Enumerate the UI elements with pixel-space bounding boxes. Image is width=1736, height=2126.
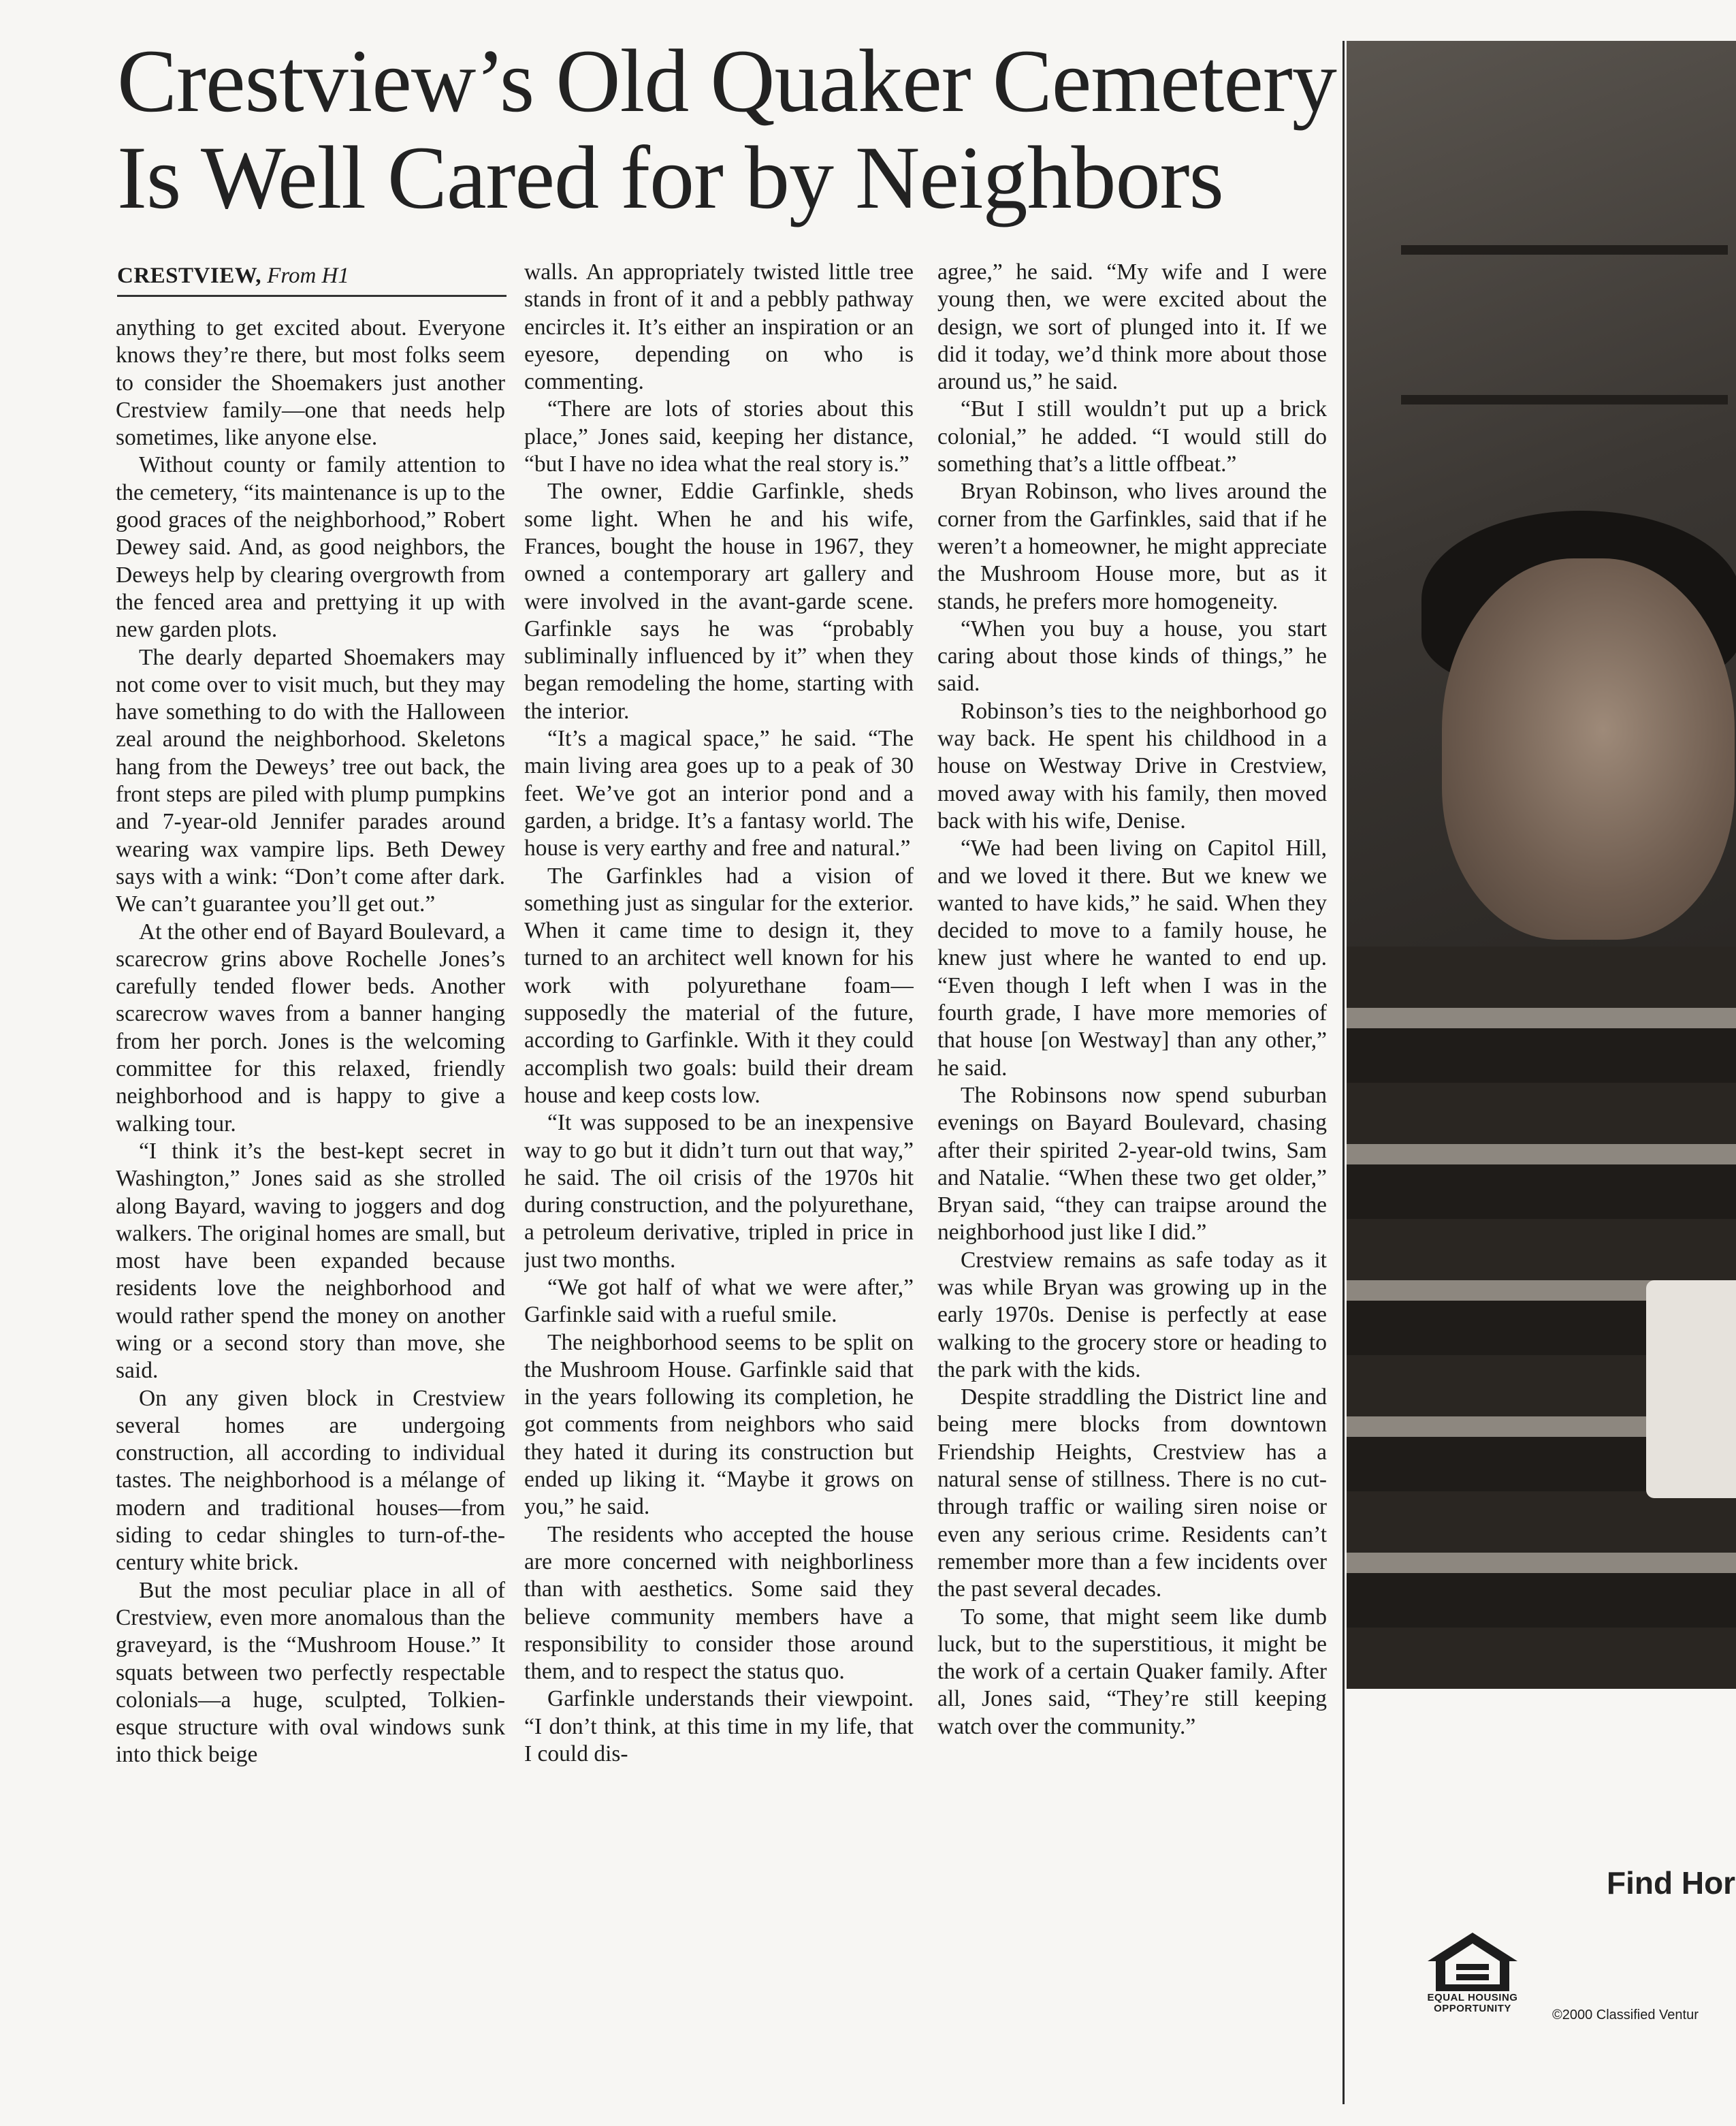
paragraph: The Robinsons now spend suburban evenings on Bayard Boulevard, chasing after their spirited 2-year-old twins, Sam and Natalie. “When these two get older,” Bryan said, “they can traipse around the neighborhood just like I did.” [937, 1082, 1327, 1246]
man-face [1442, 558, 1735, 940]
paragraph: The Garfinkles had a vision of something just as singular for the exterior. When it came time to design it, they turned to an architect well known for his work with polyurethane foam—supposedly the material of the future, according to Garfinkle. With it they could accomplish two goals: build their dream house and keep costs low. [524, 863, 914, 1108]
paragraph: The owner, Eddie Garfinkle, sheds some light. When he and his wife, Frances, bought the house in 1967, they owned a contemporary art gallery and were involved in the avant-garde scene. Garfinkle says he was “probably subliminally influenced by it” when they began remodeling the home, starting with the interior. [524, 479, 914, 724]
paragraph: “There are lots of stories about this place,” Jones said, keeping her distance, “but I have no idea what the real story is.” [524, 396, 914, 477]
paragraph: Without county or family attention to the cemetery, “its maintenance is up to the good graces of the neighborhood,” Robert Dewey said. And, as good neighbors, the Deweys help by clearing overgrowth from the fenced area and prettying it up with new garden plots. [116, 452, 505, 643]
paragraph: “I think it’s the best-kept secret in Washington,” Jones said as she strolled along Bayard, waving to joggers and dog walkers. The original homes are small, but most have been expanded because residents love the neighborhood and would rather spend the money on another wing or a second story than move, she said. [116, 1138, 505, 1384]
ad-tagline: Find Hor [1607, 1865, 1736, 1901]
paragraph: Robinson’s ties to the neighborhood go way back. He spent his childhood in a house on Westway Drive in Crestview, moved away with his family, then moved back with his wife, Denise. [937, 698, 1327, 834]
copyright-notice: ©2000 Classified Ventur [1552, 2008, 1699, 2022]
mug [1646, 1280, 1736, 1498]
paragraph: walls. An appropriately twisted little tree stands in front of it and a pebbly pathway encircles it. It’s either an inspiration or an eyesore, depending on who is commenting. [524, 259, 914, 395]
paragraph: Crestview remains as safe today as it was while Bryan was growing up in the early 1970s. Denise is perfectly at ease walking to the grocery store or heading to the park with the kids. [937, 1247, 1327, 1382]
paragraph: anything to get excited about. Everyone knows they’re there, but most folks seem to consider the Shoemakers just another Crestview family—one that needs help sometimes, like anyone else. [116, 315, 505, 451]
paragraph: On any given block in Crestview several homes are undergoing construction, all according to individual tastes. The neighborhood is a mélange of modern and traditional houses—from siding to cedar shingles to turn-of-the-century white brick. [116, 1385, 505, 1576]
paragraph: “When you buy a house, you start caring about those kinds of things,” he said. [937, 616, 1327, 697]
paragraph: At the other end of Bayard Boulevard, a scarecrow grins above Rochelle Jones’s carefully tended flower beds. Another scarecrow waves from a banner hanging from her porch. Jones is the welcoming committee for this relaxed, friendly neighborhood and is happy to give a walking tour. [116, 919, 505, 1137]
shelf [1401, 395, 1728, 404]
headline-line-1: Crestview’s Old Quaker Cemetery [117, 31, 1336, 131]
paragraph: Garfinkle understands their viewpoint. “I don’t think, at this time in my life, that I could dis- [524, 1686, 914, 1767]
paragraph: But the most peculiar place in all of Crestview, even more anomalous than the graveyard, is the “Mushroom House.” It squats between two perfectly respectable colonials—a huge, sculpted, Tolkien-esque structure with oval windows sunk into thick beige [116, 1577, 505, 1768]
paragraph: Bryan Robinson, who lives around the corner from the Garfinkles, said that if he weren’t a homeowner, he might appreciate the Mushroom House more, but as it stands, he prefers more homogeneity. [937, 479, 1327, 614]
article-column-3 [937, 259, 1327, 2070]
paragraph: “We had been living on Capitol Hill, and we loved it there. But we knew we wanted to have kids,” he said. When they decided to move to a family house, he knew just where he wanted to end up. “Even though I left when I was in the fourth grade, I have more memories of that house [on Westway] than any other,” he said. [937, 836, 1327, 1081]
paragraph: “But I still wouldn’t put up a brick colonial,” he added. “I would still do something that’s a little offbeat.” [937, 396, 1327, 477]
jump-line [117, 262, 507, 297]
eho-line-2: OPPORTUNITY [1434, 2003, 1511, 2014]
article-column-1 [116, 315, 505, 2126]
paragraph: To some, that might seem like dumb luck, but to the superstitious, it might be the work of a certain Quaker family. After all, Jones said, “They’re still keeping watch over the community.” [937, 1604, 1327, 1739]
headline [117, 33, 1343, 226]
headline-line-2: Is Well Cared for by Neighbors [117, 127, 1223, 227]
eho-line-1: EQUAL HOUSING [1427, 1992, 1518, 2003]
paragraph: “We got half of what we were after,” Garfinkle said with a rueful smile. [524, 1274, 914, 1328]
paragraph: “It was supposed to be an inexpensive way to go but it didn’t turn out that way,” he said. The oil crisis of the 1970s hit during construction, and the polyurethane, a petroleum derivative, tripled in price in just two months. [524, 1110, 914, 1273]
column-rule [1343, 41, 1345, 2104]
paragraph: “It’s a magical space,” he said. “The main living area goes up to a peak of 30 feet. We’ve got an interior pond and a garden, a bridge. It’s a fantasy world. The house is very earthy and free and natural.” [524, 726, 914, 861]
equal-housing-logo [1421, 1930, 1524, 2014]
shelf [1401, 245, 1728, 255]
paragraph: The residents who accepted the house are more concerned with neighborliness than with aesthetics. Some said they believe community members have a responsibility to consider those around them, and to respect the status quo. [524, 1521, 914, 1685]
paragraph: agree,” he said. “My wife and I were young then, we were excited about the design, we sort of plunged into it. If we did it today, we’d think more about those around us,” he said. [937, 259, 1327, 395]
equal-housing-icon [1425, 1930, 1520, 1993]
paragraph: The neighborhood seems to be split on the Mushroom House. Garfinkle said that in the years following its completion, he got comments from neighbors who said they hated it during its construction but ended up liking it. “Maybe it grows on you,” he said. [524, 1329, 914, 1520]
paragraph: The dearly departed Shoemakers may not come over to visit much, but they may have something to do with the Halloween zeal around the neighborhood. Skeletons hang from the Deweys’ tree out back, the front steps are piled with plump pumpkins and 7-year-old Jennifer parades around wearing wax vampire lips. Beth Dewey says with a wink: “Don’t come after dark. We can’t guarantee you’ll get out.” [116, 644, 505, 917]
advertisement-photo [1347, 41, 1736, 1689]
paragraph: Despite straddling the District line and being mere blocks from downtown Friendship Heights, Crestview has a natural sense of stillness. There is no cut-through traffic or wailing siren noise or even any serious crime. Residents can’t remember more than a few incidents over the past several decades. [937, 1384, 1327, 1602]
article-column-2 [524, 259, 914, 2070]
jump-from: From H1 [267, 264, 349, 288]
jump-dateline: CRESTVIEW, [117, 264, 261, 288]
